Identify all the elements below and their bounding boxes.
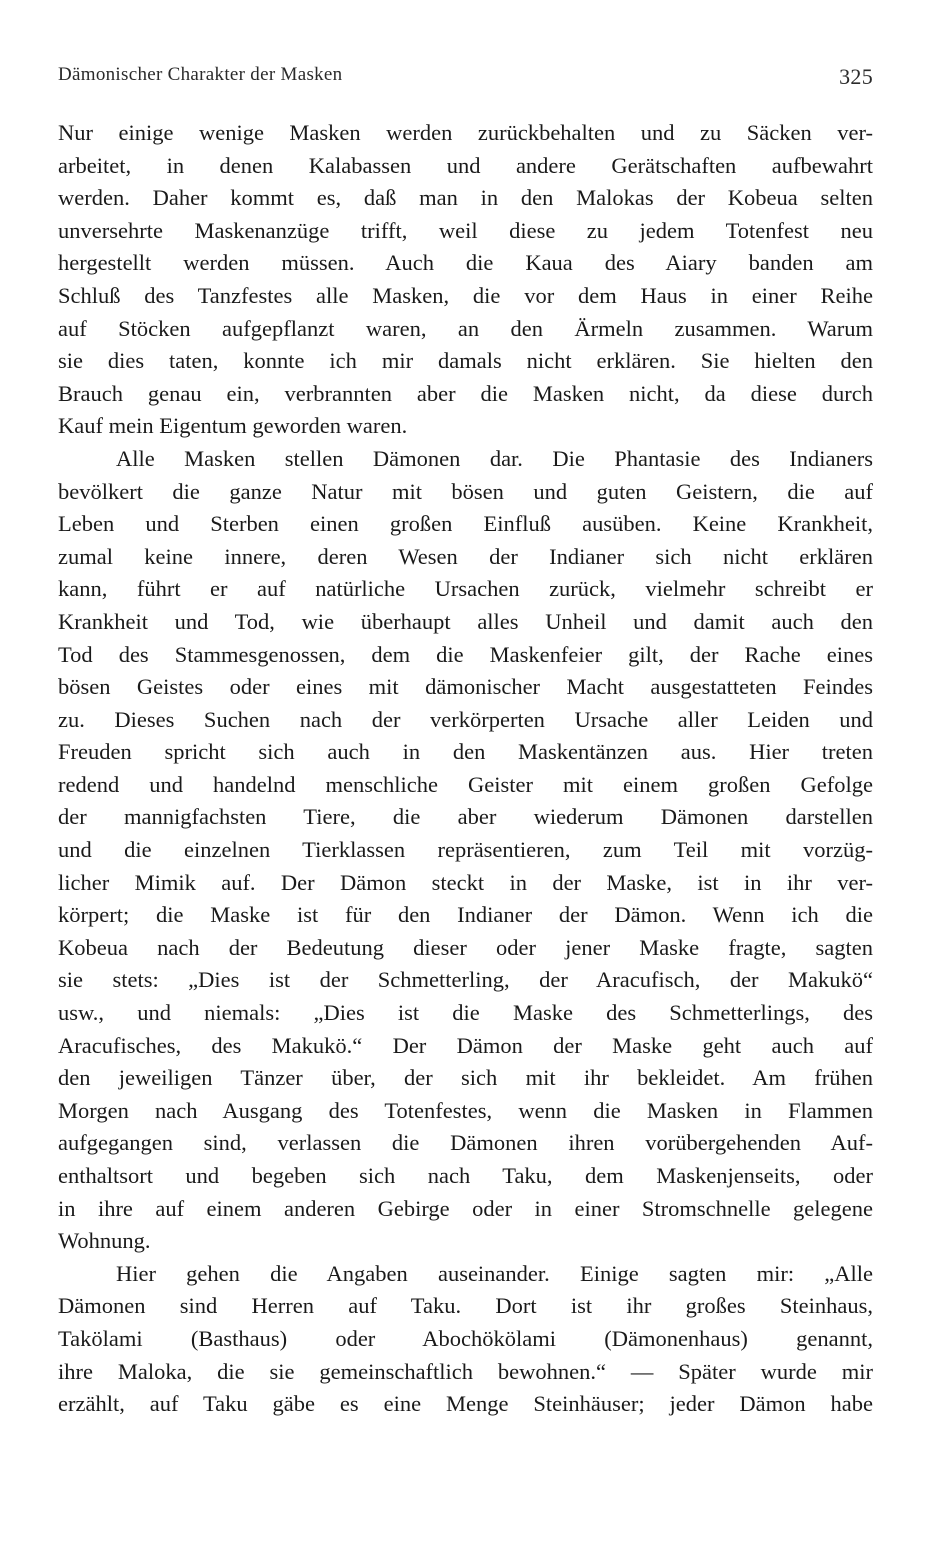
text-line: sie dies taten, konnte ich mir damals nicht erklären. Sie hielten den	[58, 348, 873, 374]
text-line: Morgen nach Ausgang des Totenfestes, wenn die Masken in Flammen	[58, 1097, 873, 1123]
text-line: auf Stöcken aufgepflanzt waren, an den Ärmeln zusammen. Warum	[58, 315, 873, 341]
text-line: bevölkert die ganze Natur mit bösen und guten Geistern, die auf	[58, 478, 873, 504]
text-line: Takölami (Basthaus) oder Abochökölami (Dämonenhaus) genannt,	[58, 1325, 873, 1351]
text-line: aufgegangen sind, verlassen die Dämonen ihren vorübergehenden Auf-	[58, 1130, 873, 1156]
text-line: Wohnung.	[58, 1228, 151, 1254]
text-line: zumal keine innere, deren Wesen der Indianer sich nicht erklären	[58, 543, 873, 569]
text-line: Freuden spricht sich auch in den Maskentänzen aus. Hier treten	[58, 739, 873, 765]
text-line: Brauch genau ein, verbrannten aber die Masken nicht, da diese durch	[58, 380, 873, 406]
text-line: Krankheit und Tod, wie überhaupt alles Unheil und damit auch den	[58, 608, 873, 634]
text-line: unversehrte Maskenanzüge trifft, weil diese zu jedem Totenfest neu	[58, 217, 873, 243]
text-line: ihre Maloka, die sie gemeinschaftlich bewohnen.“ — Später wurde mir	[58, 1358, 873, 1384]
text-line: den jeweiligen Tänzer über, der sich mit ihr bekleidet. Am frühen	[58, 1065, 873, 1091]
text-line: enthaltsort und begeben sich nach Taku, dem Maskenjenseits, oder	[58, 1163, 873, 1188]
text-line: werden. Daher kommt es, daß man in den Malokas der Kobeua selten	[58, 185, 873, 211]
text-line: Tod des Stammesgenossen, dem die Maskenfeier gilt, der Rache eines	[58, 641, 873, 667]
text-line: licher Mimik auf. Der Dämon steckt in der Maske, ist in ihr ver-	[58, 869, 873, 895]
text-line: bösen Geistes oder eines mit dämonischer Macht ausgestatteten Feindes	[58, 674, 873, 700]
text-line: Nur einige wenige Masken werden zurückbehalten und zu Säcken ver-	[58, 120, 873, 145]
text-line: usw., und niemals: „Dies ist die Maske des Schmetterlings, des	[58, 1000, 873, 1026]
text-line: und die einzelnen Tierklassen repräsentieren, zum Teil mit vorzüg-	[58, 837, 873, 863]
text-line: körpert; die Maske ist für den Indianer der Dämon. Wenn ich die	[58, 902, 873, 928]
text-line: der mannigfachsten Tiere, die aber wiederum Dämonen darstellen	[58, 804, 873, 830]
running-head-title: Dämonischer Charakter der Masken	[58, 64, 343, 85]
page-number: 325	[839, 64, 873, 89]
text-line: hergestellt werden müssen. Auch die Kaua des Aiary banden am	[58, 250, 873, 276]
text-line: Alle Masken stellen Dämonen dar. Die Phantasie des Indianers	[116, 445, 873, 471]
text-line: Hier gehen die Angaben auseinander. Einige sagten mir: „Alle	[116, 1260, 873, 1286]
text-line: arbeitet, in denen Kalabassen und andere Gerätschaften aufbewahrt	[58, 152, 873, 178]
text-line: Leben und Sterben einen großen Einfluß ausüben. Keine Krankheit,	[58, 511, 873, 537]
text-line: kann, führt er auf natürliche Ursachen zurück, vielmehr schreibt er	[58, 576, 873, 602]
text-line: zu. Dieses Suchen nach der verkörperten Ursache aller Leiden und	[58, 706, 873, 732]
running-head	[58, 64, 873, 90]
text-line: Aracufisches, des Makukö.“ Der Dämon der Maske geht auch auf	[58, 1032, 873, 1058]
text-line: in ihre auf einem anderen Gebirge oder in einer Stromschnelle gelegene	[58, 1195, 873, 1221]
text-line: sie stets: „Dies ist der Schmetterling, der Aracufisch, der Makukö“	[58, 967, 873, 993]
text-line: Kobeua nach der Bedeutung dieser oder jener Maske fragte, sagten	[58, 934, 873, 960]
text-line: erzählt, auf Taku gäbe es eine Menge Steinhäuser; jeder Dämon habe	[58, 1391, 873, 1417]
text-line: Kauf mein Eigentum geworden waren.	[58, 413, 408, 439]
text-line: Dämonen sind Herren auf Taku. Dort ist ihr großes Steinhaus,	[58, 1293, 873, 1319]
text-line: Schluß des Tanzfestes alle Masken, die vor dem Haus in einer Reihe	[58, 282, 873, 308]
text-line: redend und handelnd menschliche Geister mit einem großen Gefolge	[58, 771, 873, 797]
body-text	[58, 117, 873, 1421]
